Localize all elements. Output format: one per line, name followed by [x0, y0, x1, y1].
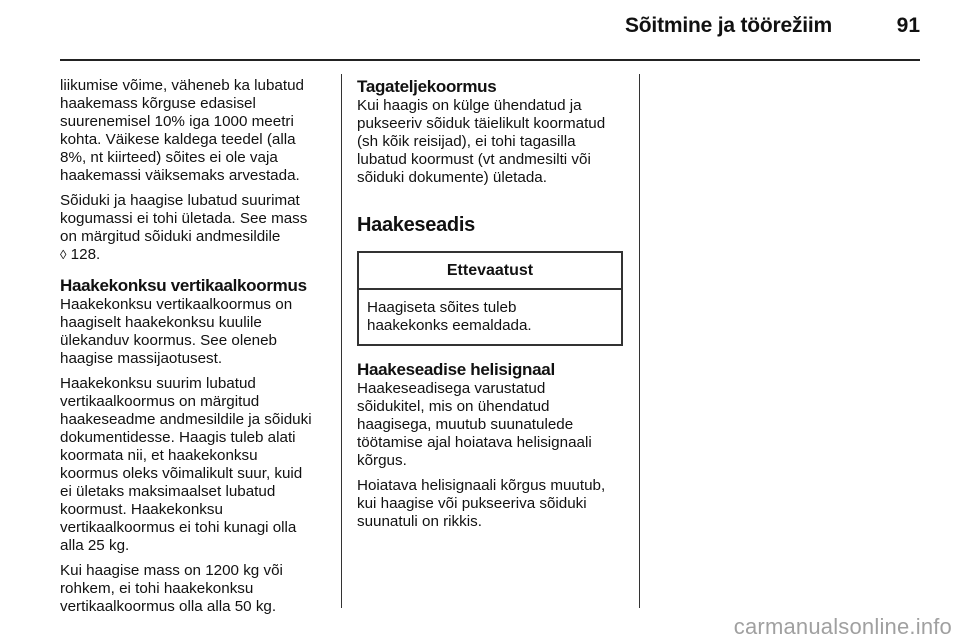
paragraph	[60, 77, 335, 185]
paragraph	[60, 562, 335, 616]
page-number: 91	[896, 14, 920, 37]
text-line: 8%, nt kiirteed) sõites ei ole vaja	[60, 149, 278, 166]
text-line: suunatuli on rikkis.	[357, 513, 482, 530]
section-heading: Tagateljekoormus	[357, 77, 497, 96]
text-line: koormust. Haakekonksu	[60, 501, 223, 518]
text-line: vertikaalkoormus on märgitud	[60, 393, 260, 410]
section-heading: Haakekonksu vertikaalkoormus	[60, 276, 307, 295]
text-line: töötamise ajal hoiatava helisignaali	[357, 434, 592, 451]
paragraph	[60, 192, 335, 264]
paragraph	[357, 477, 623, 531]
text-line: Haagiseta sõites tuleb	[367, 299, 517, 316]
text-line: sõiduki dokumente) ületada.	[357, 169, 547, 186]
text-line: Haakekonksu suurim lubatud	[60, 375, 256, 392]
text-line: pukseeriv sõiduk täielikult koormatud	[357, 115, 606, 132]
column-divider-left	[341, 74, 342, 608]
caution-title: Ettevaatust	[359, 253, 621, 290]
text-line: Sõiduki ja haagise lubatud suurimat	[60, 192, 300, 209]
text-line: sõidukitel, mis on ühendatud	[357, 398, 550, 415]
text-line: kogumassi ei tohi ületada. See mass	[60, 210, 308, 227]
page-reference-link[interactable]: 128.	[70, 246, 101, 263]
paragraph	[357, 380, 623, 470]
text-line: ei ületaks maksimaalset lubatud	[60, 483, 276, 500]
text-line: haakekonks eemaldada.	[367, 317, 532, 334]
text-line: kohta. Väikese kaldega teedel (alla	[60, 131, 296, 148]
header-rule	[60, 59, 920, 61]
text-line: Hoiatava helisignaali kõrgus muutub,	[357, 477, 606, 494]
text-line: on märgitud sõiduki andmesildile	[60, 228, 281, 245]
paragraph	[60, 375, 335, 555]
text-line: haakemassi väiksemaks arvestada.	[60, 167, 300, 184]
text-line: kõrgus.	[357, 452, 407, 469]
text-line: Kui haagise mass on 1200 kg või	[60, 562, 283, 579]
text-line: Kui haagis on külge ühendatud ja	[357, 97, 582, 114]
text-line: koormus oleks võimalikult suur, kuid	[60, 465, 303, 482]
text-line: koormata nii, et haakekonksu	[60, 447, 258, 464]
chapter-heading: Haakeseadis	[357, 214, 475, 236]
text-line: kui haagise või pukseeriva sõiduki	[357, 495, 587, 512]
caution-body	[359, 290, 621, 344]
text-line: liikumise võime, väheneb ka lubatud	[60, 77, 304, 94]
text-line: dokumentidesse. Haagis tuleb alati	[60, 429, 296, 446]
text-line: rohkem, ei tohi haakekonksu	[60, 580, 254, 597]
right-column	[357, 77, 623, 538]
caution-box	[357, 251, 623, 346]
text-line: haakeseadme andmesildile ja sõiduki	[60, 411, 312, 428]
text-line: vertikaalkoormus olla alla 50 kg.	[60, 598, 277, 615]
text-line: haagisega, muutub suunatulede	[357, 416, 574, 433]
paragraph	[60, 296, 335, 368]
text-line: ülekanduv koormus. See oleneb	[60, 332, 277, 349]
left-column	[60, 77, 335, 623]
text-line: suurenemisel 10% iga 1000 meetri	[60, 113, 294, 130]
watermark: carmanualsonline.info	[733, 614, 952, 639]
text-line: haagiselt haakekonksu kuulile	[60, 314, 262, 331]
text-line: Haakeseadisega varustatud	[357, 380, 546, 397]
text-line: haakemass kõrguse edasisel	[60, 95, 256, 112]
column-divider-right	[639, 74, 640, 608]
paragraph	[357, 97, 623, 187]
text-line: vertikaalkoormus ei tohi kunagi olla	[60, 519, 297, 536]
page-title: Sõitmine ja töörežiim	[625, 14, 832, 37]
section-heading: Haakeseadise helisignaal	[357, 360, 555, 379]
text-line: Haakekonksu vertikaalkoormus on	[60, 296, 293, 313]
text-line: alla 25 kg.	[60, 537, 130, 554]
text-line: lubatud koormust (vt andmesilti või	[357, 151, 591, 168]
text-line: haagise massijaotusest.	[60, 350, 223, 367]
page-reference-icon: ◊	[60, 247, 67, 262]
text-line: (sh kõik reisijad), ei tohi tagasilla	[357, 133, 576, 150]
